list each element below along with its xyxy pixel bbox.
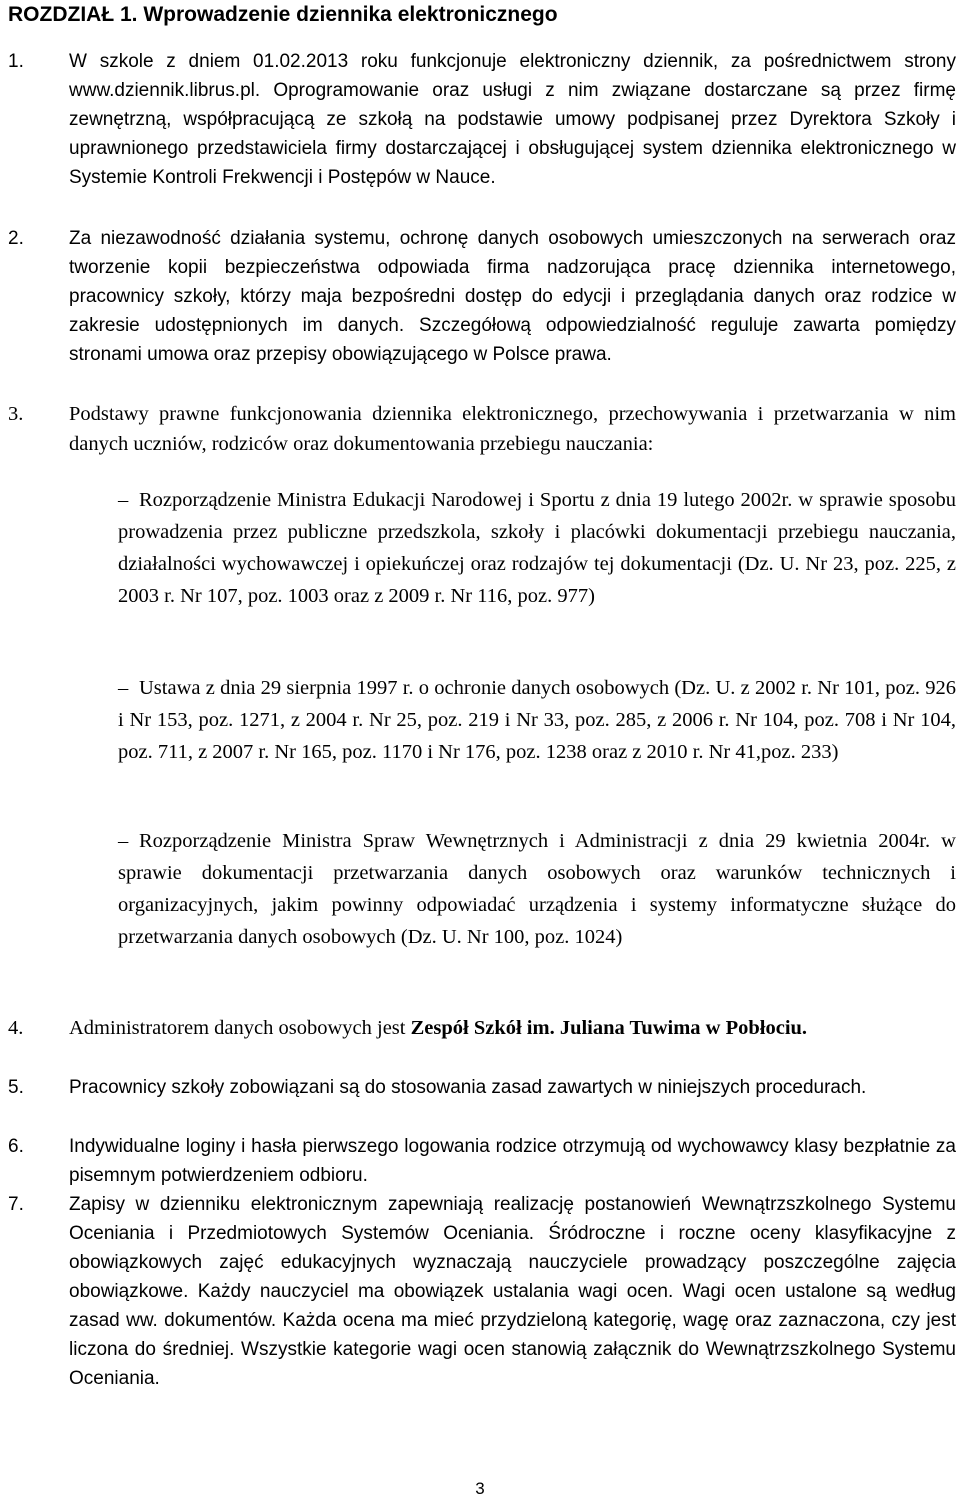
item-number: 6. — [8, 1136, 24, 1157]
list-item-7 — [8, 1190, 956, 1393]
item-text: Zapisy w dzienniku elektronicznym zapewniają realizację postanowień Wewnątrzszkolnego Systemu Oceniania i Przedmiotowych Systemów Oceniania. Śródroczne i roczne oceny klasyfikacyjne z obowiązkowych zajęć edukacyjnych wyznaczają nauczyciele prowadzący poszczególne zajęcia obowiązkowe. Każdy nauczyciel ma obowiązek ustalania wagi ocen. Wagi ocen ustalone są według zasad ww. dokumentów. Każda ocena ma mieć przydzieloną kategorię, wagę oraz zaznaczona, czy jest liczona do średniej. Wszystkie kategorie wagi ocen stanowią załącznik do Wewnątrzszkolnego Systemu Oceniania. — [69, 1194, 956, 1389]
item-text: Za niezawodność działania systemu, ochronę danych osobowych umieszczonych na serwerach oraz tworzenie kopii bezpieczeństwa odpowiada firma nadzorująca pracę dziennika internetowego, pracownicy szkoły, którzy maja bezpośredni dostęp do edycji i przeglądania danych oraz rodzice w zakresie udostępnionych im danych. Szczegółową odpowiedzialność reguluje zawarta pomiędzy stronami umowa oraz przepisy obowiązującego w Polsce prawa. — [69, 228, 956, 365]
legal-basis-text: Ustawa z dnia 29 sierpnia 1997 r. o ochronie danych osobowych (Dz. U. z 2002 r. Nr 101, poz. 926 i Nr 153, poz. 1271, z 2004 r. Nr 25, poz. 219 i Nr 33, poz. 285, z 2006 r. Nr 104, poz. 708 i Nr 104, poz. 711, z 2007 r. Nr 165, poz. 1170 i Nr 176, poz. 1238 oraz z 2010 r. Nr 41,poz. 233) — [118, 677, 956, 763]
item-number: 4. — [8, 1017, 24, 1039]
list-item-5 — [8, 1073, 956, 1102]
list-item-6 — [8, 1132, 956, 1190]
legal-basis-text: Rozporządzenie Ministra Edukacji Narodowej i Sportu z dnia 19 lutego 2002r. w sprawie sposobu prowadzenia przez publiczne przedszkola, szkoły i placówki dokumentacji przebiegu nauczania, działalności wychowawczej i opiekuńczej oraz rodzajów tej dokumentacji (Dz. U. Nr 23, poz. 225, z 2003 r. Nr 107, poz. 1003 oraz z 2009 r. Nr 116, poz. 977) — [118, 489, 956, 607]
dash-bullet: – — [118, 830, 129, 852]
school-name: Zespół Szkół im. Juliana Tuwima w Pobłociu. — [410, 1017, 808, 1039]
item-number: 2. — [8, 228, 24, 249]
page-number: 3 — [475, 1479, 485, 1498]
item-text-regular: Administratorem danych osobowych jest — [69, 1017, 411, 1039]
item-number: 3. — [8, 403, 24, 425]
legal-basis-1 — [118, 484, 956, 612]
item-text: Indywidualne loginy i hasła pierwszego logowania rodzice otrzymują od wychowawcy klasy bezpłatnie za pisemnym potwierdzeniem odbioru. — [69, 1136, 956, 1186]
legal-basis-2 — [118, 672, 956, 768]
list-item-3 — [8, 399, 956, 459]
legal-basis-text: Rozporządzenie Ministra Spraw Wewnętrznych i Administracji z dnia 29 kwietnia 2004r. w sprawie dokumentacji przetwarzania danych osobowych oraz warunków technicznych i organizacyjnych, jakim powinny odpowiadać urządzenia i systemy informatyczne służące do przetwarzania danych osobowych (Dz. U. Nr 100, poz. 1024) — [118, 830, 956, 948]
item-number: 7. — [8, 1194, 24, 1215]
list-item-1 — [8, 47, 956, 192]
item-number: 5. — [8, 1077, 24, 1098]
item-text: Pracownicy szkoły zobowiązani są do stosowania zasad zawartych w niniejszych procedurach. — [69, 1077, 867, 1098]
list-item-4 — [8, 1014, 956, 1043]
item-number: 1. — [8, 51, 24, 72]
legal-basis-3 — [118, 825, 956, 953]
list-item-2 — [8, 224, 956, 369]
dash-bullet: – — [118, 677, 129, 699]
item-text — [69, 1014, 956, 1043]
item-text: W szkole z dniem 01.02.2013 roku funkcjonuje elektroniczny dziennik, za pośrednictwem strony www.dziennik.librus.pl. Oprogramowanie oraz usługi z nim związane dostarczane są przez firmę zewnętrzną, współpracującą ze szkołą na podstawie umowy podpisanej przez Dyrektora Szkoły i uprawnionego przedstawiciela firmy dostarczającej i obsługującej system dziennika elektronicznego w Systemie Kontroli Frekwencji i Postępów w Nauce. — [69, 51, 956, 188]
item-text: Podstawy prawne funkcjonowania dziennika elektronicznego, przechowywania i przetwarzania w nim danych uczniów, rodziców oraz dokumentowania przebiegu nauczania: — [69, 403, 956, 455]
chapter-heading: ROZDZIAŁ 1. Wprowadzenie dziennika elektronicznego — [8, 3, 558, 26]
dash-bullet: – — [118, 489, 129, 511]
